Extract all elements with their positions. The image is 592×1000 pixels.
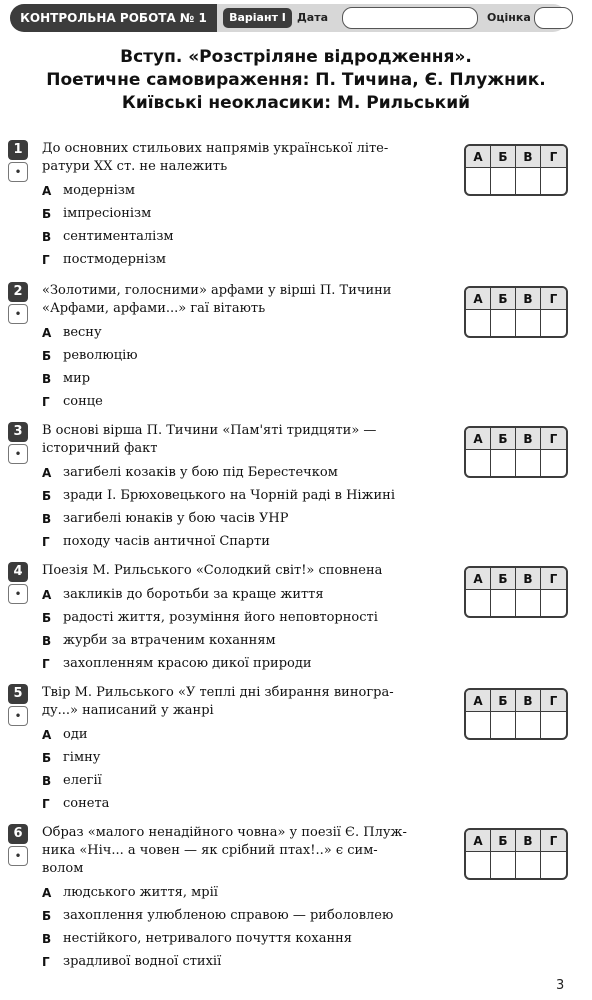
answer-option: [42, 510, 462, 533]
answer-grid-header: А: [466, 690, 491, 712]
option-text: весну: [63, 325, 102, 340]
option-letter: В: [42, 774, 52, 788]
answer-grid-header: Б: [491, 428, 516, 450]
answer-grid-header: В: [516, 690, 541, 712]
answer-grid-header: Г: [541, 428, 566, 450]
answer-grid-header: Б: [491, 830, 516, 852]
answer-options: [42, 586, 462, 678]
test-header: [10, 4, 567, 32]
answer-grid-header: В: [516, 568, 541, 590]
answer-option: [42, 347, 462, 370]
answer-grid-header: Б: [491, 146, 516, 168]
date-label: Дата: [297, 11, 329, 24]
answer-option: [42, 533, 462, 556]
answer-option: [42, 182, 462, 205]
answer-grid-header: А: [466, 830, 491, 852]
answer-options: [42, 726, 462, 818]
question-dot-icon: •: [8, 584, 28, 604]
heading-line-1: Вступ. «Розстріляне відродження».: [120, 47, 472, 67]
option-letter: Б: [42, 207, 52, 221]
option-text: захопленням красою дикої природи: [63, 656, 312, 671]
answer-grid-header: Г: [541, 288, 566, 310]
answer-grid: [464, 426, 568, 478]
question-text-line: До основних стильових напрямів української літе-: [42, 141, 389, 156]
answer-option: [42, 953, 462, 976]
option-text: мир: [63, 371, 91, 386]
option-text: імпресіонізм: [63, 206, 152, 221]
answer-cell[interactable]: [466, 450, 491, 476]
answer-option: [42, 749, 462, 772]
answer-grid-header: А: [466, 288, 491, 310]
question-text: [42, 282, 442, 318]
question-text-line: ратури XX ст. не належить: [42, 159, 228, 174]
question-number: 6: [8, 824, 28, 844]
grade-label: Оцінка: [487, 11, 531, 24]
answer-cell[interactable]: [541, 852, 566, 878]
answer-cell[interactable]: [466, 852, 491, 878]
question-text: [42, 140, 442, 176]
question-text-line: ника «Ніч... а човен — як срібний птах!..» є сим-: [42, 843, 378, 858]
option-letter: А: [42, 466, 52, 480]
question-number: 1: [8, 140, 28, 160]
answer-option: [42, 884, 462, 907]
answer-option: [42, 464, 462, 487]
question-text: [42, 562, 442, 580]
question-number-badge: [8, 282, 28, 324]
question-number-badge: [8, 140, 28, 182]
option-letter: А: [42, 588, 52, 602]
answer-option: [42, 228, 462, 251]
option-letter: В: [42, 230, 52, 244]
answer-option: [42, 726, 462, 749]
answer-grid-header: Г: [541, 146, 566, 168]
answer-cell[interactable]: [541, 450, 566, 476]
answer-grid-header: В: [516, 830, 541, 852]
answer-option: [42, 930, 462, 953]
answer-options: [42, 324, 462, 416]
option-letter: Г: [42, 395, 50, 409]
answer-cell[interactable]: [516, 852, 541, 878]
option-letter: В: [42, 372, 52, 386]
option-letter: Г: [42, 253, 50, 267]
answer-grid: [464, 566, 568, 618]
answer-grid: [464, 688, 568, 740]
answer-cell[interactable]: [491, 590, 516, 616]
question-dot-icon: •: [8, 444, 28, 464]
question-dot-icon: •: [8, 162, 28, 182]
answer-cell[interactable]: [466, 712, 491, 738]
answer-option: [42, 586, 462, 609]
option-text: постмодернізм: [63, 252, 166, 267]
answer-cell[interactable]: [491, 852, 516, 878]
answer-cell[interactable]: [491, 712, 516, 738]
answer-options: [42, 884, 462, 976]
answer-option: [42, 324, 462, 347]
heading-line-3: Київські неокласики: М. Рильський: [121, 93, 471, 113]
question-text: [42, 422, 442, 458]
answer-cell[interactable]: [541, 310, 566, 336]
question-text-line: Образ «малого ненадійного човна» у поезії Є. Плуж-: [42, 825, 407, 840]
answer-grid-header: А: [466, 428, 491, 450]
answer-cell[interactable]: [541, 590, 566, 616]
page-number: 3: [556, 978, 565, 993]
option-text: модернізм: [63, 183, 135, 198]
answer-grid-header: В: [516, 146, 541, 168]
answer-cell[interactable]: [516, 168, 541, 194]
answer-grid-header: А: [466, 146, 491, 168]
option-text: радості життя, розуміння його неповторності: [63, 610, 378, 625]
option-text: журби за втраченим коханням: [63, 633, 276, 648]
answer-grid-header: В: [516, 288, 541, 310]
answer-cell[interactable]: [541, 168, 566, 194]
question-dot-icon: •: [8, 846, 28, 866]
option-text: закликів до боротьби за краще життя: [63, 587, 324, 602]
question-text-line: «Золотими, голосними» арфами у вірші П. Тичини: [42, 283, 392, 298]
answer-cell[interactable]: [491, 450, 516, 476]
answer-option: [42, 205, 462, 228]
option-letter: А: [42, 886, 52, 900]
grade-field[interactable]: [534, 7, 573, 29]
answer-option: [42, 609, 462, 632]
question-number-badge: [8, 562, 28, 604]
option-text: людського життя, мрії: [63, 885, 218, 900]
heading-line-2: Поетичне самовираження: П. Тичина, Є. Плужник.: [46, 70, 546, 90]
option-text: гімну: [63, 750, 101, 765]
option-letter: А: [42, 326, 52, 340]
answer-options: [42, 182, 462, 274]
answer-cell[interactable]: [491, 168, 516, 194]
answer-grid-header: Г: [541, 690, 566, 712]
answer-grid-header: Г: [541, 830, 566, 852]
option-text: загибелі козаків у бою під Берестечком: [63, 465, 338, 480]
answer-option: [42, 370, 462, 393]
option-text: нестійкого, нетривалого почуття кохання: [63, 931, 352, 946]
answer-cell[interactable]: [516, 450, 541, 476]
answer-grid-header: А: [466, 568, 491, 590]
answer-grid: [464, 286, 568, 338]
answer-grid-header: Б: [491, 690, 516, 712]
option-text: походу часів античної Спарти: [63, 534, 270, 549]
answer-option: [42, 907, 462, 930]
option-text: загибелі юнаків у бою часів УНР: [63, 511, 289, 526]
option-text: сентименталізм: [63, 229, 174, 244]
option-text: зради І. Брюховецького на Чорній раді в Ніжині: [63, 488, 396, 503]
answer-grid: [464, 144, 568, 196]
answer-grid-header: Б: [491, 568, 516, 590]
question-text-line: волом: [42, 861, 84, 876]
variant-badge: Варіант І: [223, 8, 292, 28]
option-letter: В: [42, 512, 52, 526]
option-letter: Г: [42, 955, 50, 969]
answer-cell[interactable]: [491, 310, 516, 336]
option-letter: Г: [42, 535, 50, 549]
question-text: [42, 684, 442, 720]
answer-cell[interactable]: [466, 310, 491, 336]
answer-cell[interactable]: [541, 712, 566, 738]
option-text: захоплення улюбленою справою — риболовлею: [63, 908, 394, 923]
test-title: КОНТРОЛЬНА РОБОТА № 1: [10, 4, 217, 32]
answer-cell[interactable]: [466, 590, 491, 616]
answer-grid-header: В: [516, 428, 541, 450]
option-text: елегії: [63, 773, 102, 788]
option-text: революцію: [63, 348, 138, 363]
option-letter: Б: [42, 611, 52, 625]
question-text-line: ду...» написаний у жанрі: [42, 703, 214, 718]
question-text-line: «Арфами, арфами...» гаї вітають: [42, 301, 266, 316]
answer-cell[interactable]: [516, 712, 541, 738]
question-dot-icon: •: [8, 706, 28, 726]
question-text-line: В основі вірша П. Тичини «Пам'яті тридцяти» —: [42, 423, 377, 438]
option-letter: В: [42, 634, 52, 648]
question-number: 3: [8, 422, 28, 442]
answer-options: [42, 464, 462, 556]
question-number-badge: [8, 684, 28, 726]
answer-cell[interactable]: [516, 310, 541, 336]
answer-option: [42, 393, 462, 416]
question-number-badge: [8, 824, 28, 866]
answer-option: [42, 632, 462, 655]
option-text: зрадливої водної стихії: [63, 954, 222, 969]
option-letter: Г: [42, 657, 50, 671]
question-number: 5: [8, 684, 28, 704]
question-text-line: Поезія М. Рильського «Солодкий світ!» сповнена: [42, 563, 383, 578]
answer-grid-header: Г: [541, 568, 566, 590]
question-text: [42, 824, 442, 878]
answer-option: [42, 655, 462, 678]
option-letter: А: [42, 728, 52, 742]
question-dot-icon: •: [8, 304, 28, 324]
date-field[interactable]: [342, 7, 478, 29]
question-number: 2: [8, 282, 28, 302]
option-letter: Б: [42, 349, 52, 363]
option-letter: Б: [42, 489, 52, 503]
option-text: оди: [63, 727, 88, 742]
question-text-line: історичний факт: [42, 441, 158, 456]
question-text-line: Твір М. Рильського «У теплі дні збирання виногра-: [42, 685, 394, 700]
option-letter: Б: [42, 909, 52, 923]
answer-option: [42, 772, 462, 795]
answer-cell[interactable]: [516, 590, 541, 616]
answer-grid: [464, 828, 568, 880]
option-letter: В: [42, 932, 52, 946]
option-letter: Г: [42, 797, 50, 811]
answer-option: [42, 487, 462, 510]
option-letter: Б: [42, 751, 52, 765]
option-text: сонце: [63, 394, 103, 409]
answer-option: [42, 795, 462, 818]
option-text: сонета: [63, 796, 110, 811]
question-number-badge: [8, 422, 28, 464]
question-number: 4: [8, 562, 28, 582]
option-letter: А: [42, 184, 52, 198]
answer-grid-header: Б: [491, 288, 516, 310]
answer-option: [42, 251, 462, 274]
answer-cell[interactable]: [466, 168, 491, 194]
page-heading: [0, 46, 592, 115]
